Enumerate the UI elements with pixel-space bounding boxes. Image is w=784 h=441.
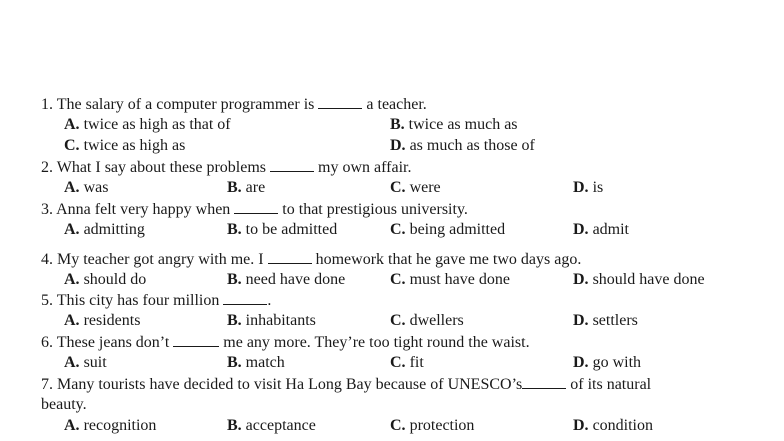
question-1-option-c bbox=[64, 136, 185, 156]
option-text: were bbox=[409, 179, 441, 196]
option-text: are bbox=[245, 179, 266, 196]
option-letter: D. bbox=[390, 137, 406, 154]
option-letter: A. bbox=[64, 354, 80, 371]
option-letter: B. bbox=[227, 312, 242, 329]
option-text: go with bbox=[592, 354, 642, 371]
option-text: is bbox=[592, 179, 604, 196]
option-letter: D. bbox=[573, 354, 589, 371]
question-4-option-d bbox=[573, 270, 705, 290]
question-3-stem-before: Anna felt very happy when bbox=[56, 201, 231, 218]
option-letter: D. bbox=[573, 271, 589, 288]
option-text: condition bbox=[592, 417, 653, 434]
option-letter: B. bbox=[227, 179, 242, 196]
question-5-option-c bbox=[390, 311, 464, 331]
question-2-blank bbox=[270, 157, 314, 172]
option-letter: B. bbox=[227, 354, 242, 371]
question-2-option-b bbox=[227, 178, 265, 198]
question-2-option-a bbox=[64, 178, 108, 198]
option-text: being admitted bbox=[409, 221, 506, 238]
question-5-option-d bbox=[573, 311, 638, 331]
question-6-stem-before: These jeans don’t bbox=[56, 334, 170, 351]
option-letter: A. bbox=[64, 271, 80, 288]
question-3-option-c bbox=[390, 220, 505, 240]
option-text: recognition bbox=[83, 417, 157, 434]
question-2-stem-after: my own affair. bbox=[318, 159, 412, 176]
question-4-option-c bbox=[390, 270, 510, 290]
option-text: inhabitants bbox=[245, 312, 316, 329]
question-3-blank bbox=[234, 199, 278, 214]
option-text: to be admitted bbox=[245, 221, 338, 238]
option-letter: B. bbox=[227, 221, 242, 238]
question-5-options bbox=[0, 311, 784, 331]
question-1-stem-before: The salary of a computer programmer is bbox=[56, 96, 315, 113]
question-1-stem bbox=[41, 94, 427, 114]
option-letter: D. bbox=[573, 417, 589, 434]
option-letter: A. bbox=[64, 417, 80, 434]
question-7-stem-after: of its natural bbox=[570, 376, 652, 393]
question-2-option-c bbox=[390, 178, 441, 198]
question-6-option-c bbox=[390, 353, 424, 373]
option-letter: A. bbox=[64, 179, 80, 196]
option-letter: D. bbox=[573, 221, 589, 238]
option-text: twice as high as bbox=[83, 137, 186, 154]
option-letter: A. bbox=[64, 221, 80, 238]
question-6-blank bbox=[173, 332, 219, 347]
question-7-stem-before: Many tourists have decided to visit Ha Long Bay because of UNESCO’s bbox=[57, 376, 523, 393]
option-letter: C. bbox=[390, 271, 406, 288]
option-text: was bbox=[83, 179, 109, 196]
question-3-option-b bbox=[227, 220, 337, 240]
question-4-stem-after: homework that he gave me two days ago. bbox=[315, 251, 582, 268]
option-text: should have done bbox=[592, 271, 705, 288]
option-text: as much as those of bbox=[409, 137, 535, 154]
option-letter: C. bbox=[64, 137, 80, 154]
question-7-options bbox=[0, 416, 784, 436]
question-5-number: 5. bbox=[41, 292, 53, 309]
question-2-option-d bbox=[573, 178, 603, 198]
question-7-option-d bbox=[573, 416, 653, 436]
question-7-option-c bbox=[390, 416, 474, 436]
question-5-option-b bbox=[227, 311, 316, 331]
question-1-options-row-2 bbox=[0, 136, 784, 156]
question-1-option-b bbox=[390, 115, 518, 135]
option-letter: D. bbox=[573, 179, 589, 196]
question-2-stem-before: What I say about these problems bbox=[56, 159, 266, 176]
question-2-number: 2. bbox=[41, 159, 53, 176]
option-text: admit bbox=[592, 221, 629, 238]
option-text: suit bbox=[83, 354, 107, 371]
option-text: residents bbox=[83, 312, 141, 329]
question-4-options bbox=[0, 270, 784, 290]
question-6-stem bbox=[41, 332, 530, 352]
option-text: admitting bbox=[83, 221, 145, 238]
question-7-stem-line-2 bbox=[41, 395, 87, 415]
option-text: must have done bbox=[409, 271, 510, 288]
option-letter: B. bbox=[227, 271, 242, 288]
option-text: acceptance bbox=[245, 417, 316, 434]
question-1-blank bbox=[318, 94, 362, 109]
question-5-stem-before: This city has four million bbox=[56, 292, 220, 309]
option-letter: A. bbox=[64, 312, 80, 329]
question-1-stem-after: a teacher. bbox=[366, 96, 427, 113]
option-letter: B. bbox=[390, 116, 405, 133]
question-5-blank bbox=[223, 290, 267, 305]
option-letter: A. bbox=[64, 116, 80, 133]
question-6-number: 6. bbox=[41, 334, 53, 351]
option-text: settlers bbox=[592, 312, 638, 329]
option-letter: C. bbox=[390, 417, 406, 434]
question-5-option-a bbox=[64, 311, 140, 331]
question-1-number: 1. bbox=[41, 96, 53, 113]
question-5-stem-after: . bbox=[267, 292, 272, 309]
question-4-stem bbox=[41, 249, 581, 269]
option-letter: B. bbox=[227, 417, 242, 434]
question-3-options bbox=[0, 220, 784, 240]
question-3-stem bbox=[41, 199, 468, 219]
question-4-option-a bbox=[64, 270, 146, 290]
question-3-number: 3. bbox=[41, 201, 53, 218]
question-3-option-d bbox=[573, 220, 629, 240]
question-7-option-b bbox=[227, 416, 316, 436]
question-1-option-a bbox=[64, 115, 231, 135]
question-7-stem bbox=[41, 374, 651, 394]
question-6-option-a bbox=[64, 353, 107, 373]
question-3-option-a bbox=[64, 220, 145, 240]
question-1-options-row-1 bbox=[0, 115, 784, 135]
question-7-option-a bbox=[64, 416, 156, 436]
option-letter: C. bbox=[390, 221, 406, 238]
question-6-option-b bbox=[227, 353, 285, 373]
question-4-blank bbox=[268, 249, 312, 264]
question-2-options bbox=[0, 178, 784, 198]
question-6-stem-after: me any more. They’re too tight round the waist. bbox=[223, 334, 530, 351]
question-6-option-d bbox=[573, 353, 641, 373]
option-letter: C. bbox=[390, 354, 406, 371]
option-text: protection bbox=[409, 417, 475, 434]
question-4-number: 4. bbox=[41, 251, 53, 268]
option-text: should do bbox=[83, 271, 147, 288]
option-text: twice as high as that of bbox=[83, 116, 231, 133]
question-1-option-d bbox=[390, 136, 535, 156]
option-letter: C. bbox=[390, 312, 406, 329]
question-4-option-b bbox=[227, 270, 345, 290]
option-text: dwellers bbox=[409, 312, 464, 329]
question-7-number: 7. bbox=[41, 376, 53, 393]
question-3-stem-after: to that prestigious university. bbox=[282, 201, 468, 218]
question-4-stem-before: My teacher got angry with me. I bbox=[57, 251, 264, 268]
question-7-blank bbox=[522, 374, 566, 389]
option-letter: D. bbox=[573, 312, 589, 329]
option-letter: C. bbox=[390, 179, 406, 196]
question-6-options bbox=[0, 353, 784, 373]
question-5-stem bbox=[41, 290, 271, 310]
question-2-stem bbox=[41, 157, 411, 177]
option-text: need have done bbox=[245, 271, 346, 288]
option-text: twice as much as bbox=[408, 116, 518, 133]
question-7-stem-continuation: beauty. bbox=[41, 396, 87, 413]
option-text: fit bbox=[409, 354, 424, 371]
option-text: match bbox=[245, 354, 285, 371]
